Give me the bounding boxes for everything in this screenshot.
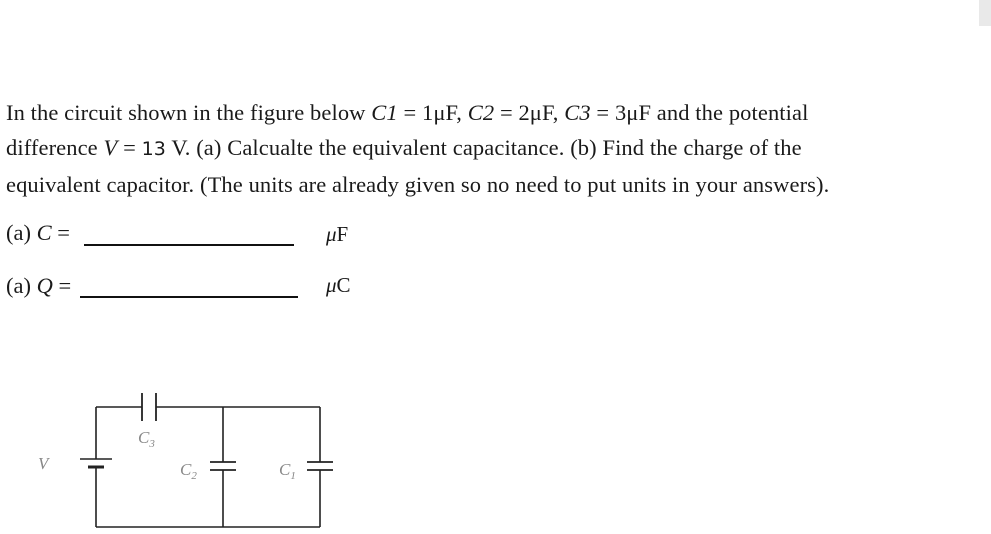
c1-label-subscript: 1 bbox=[290, 470, 296, 482]
circuit-diagram bbox=[30, 385, 340, 530]
c2-label bbox=[180, 460, 197, 482]
question-line-2 bbox=[6, 130, 976, 167]
source-label: V bbox=[38, 454, 49, 473]
unit-mu: μ bbox=[326, 273, 337, 297]
capacitor-c2-icon bbox=[210, 462, 236, 470]
c3-label-subscript: 3 bbox=[149, 438, 155, 450]
answer-equals: = bbox=[52, 273, 72, 298]
answer-prefix: (a) bbox=[6, 273, 37, 298]
charge-unit bbox=[326, 273, 351, 298]
battery-icon bbox=[80, 459, 112, 467]
unit-symbol: C bbox=[336, 273, 351, 297]
answer-variable: Q bbox=[36, 273, 53, 298]
answer-label bbox=[6, 220, 70, 246]
answer-equals: = bbox=[51, 220, 70, 245]
c1-label bbox=[279, 460, 296, 482]
question-text-segment: difference bbox=[6, 135, 104, 160]
capacitance-answer-input[interactable] bbox=[84, 244, 294, 246]
c1-value: = 1μF, bbox=[397, 100, 468, 125]
scrollbar-stub[interactable] bbox=[979, 0, 991, 26]
voltage-symbol: V bbox=[103, 135, 118, 160]
c3-value: = 3μF and the potential bbox=[590, 100, 809, 125]
c3-label-letter: C bbox=[138, 428, 150, 447]
question-line-1 bbox=[6, 95, 976, 130]
question-line-3: equivalent capacitor. (The units are already given so no need to put units in your answers). bbox=[6, 172, 830, 197]
answer-label bbox=[6, 273, 71, 299]
c2-label-subscript: 2 bbox=[191, 470, 197, 482]
question-text bbox=[6, 95, 976, 202]
c1-label-letter: C bbox=[279, 460, 291, 479]
c2-value: = 2μF, bbox=[494, 100, 565, 125]
equals-sign: = bbox=[117, 135, 142, 160]
question-text-segment: V. (a) Calcualte the equivalent capacitance. (b) Find the charge of the bbox=[166, 135, 802, 160]
c1-symbol: C1 bbox=[371, 100, 398, 125]
capacitor-c3-icon bbox=[142, 393, 156, 421]
c3-symbol: C3 bbox=[564, 100, 591, 125]
question-text-segment: In the circuit shown in the figure below bbox=[6, 100, 372, 125]
answer-variable: C bbox=[36, 220, 52, 245]
unit-symbol: F bbox=[336, 222, 349, 246]
capacitance-unit bbox=[326, 222, 348, 247]
charge-answer-input[interactable] bbox=[80, 296, 298, 298]
c2-label-letter: C bbox=[180, 460, 192, 479]
capacitor-c1-icon bbox=[307, 462, 333, 470]
c3-label bbox=[138, 428, 155, 450]
voltage-value: 13 bbox=[141, 138, 166, 160]
unit-mu: μ bbox=[326, 222, 337, 246]
answer-prefix: (a) bbox=[6, 220, 37, 245]
c2-symbol: C2 bbox=[467, 100, 495, 125]
